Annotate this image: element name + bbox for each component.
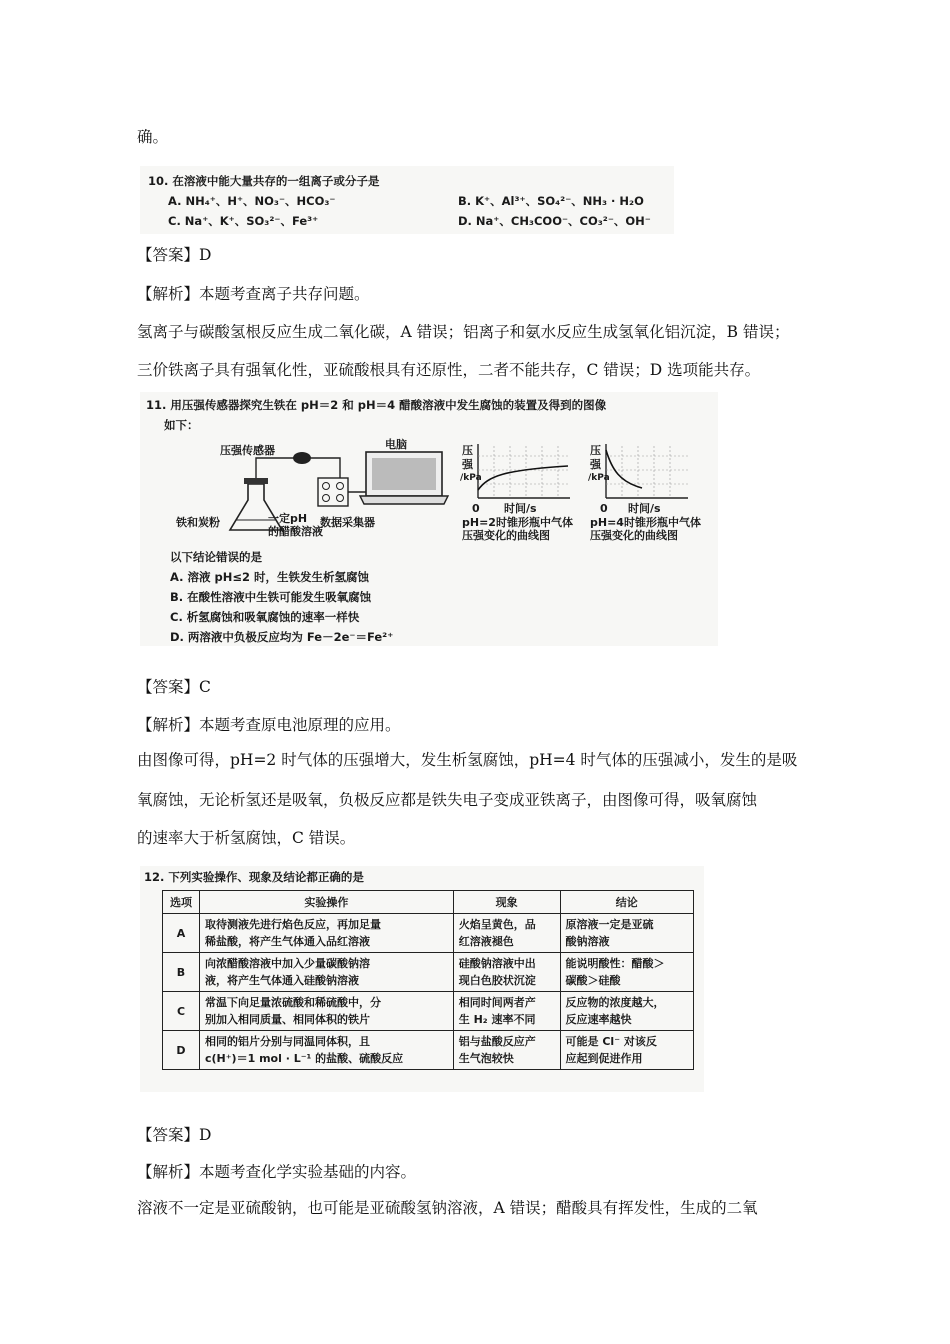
q10-stem: 10. 在溶液中能大量共存的一组离子或分子是 [148,174,380,188]
q10-option-d: D. Na⁺、CH₃COO⁻、CO₃²⁻、OH⁻ [458,214,651,228]
q12-stem: 12. 下列实验操作、现象及结论都正确的是 [144,870,364,884]
table-row [163,1031,694,1070]
cell-line: 生气泡较快 [458,1052,514,1065]
row-operation [200,914,454,953]
graph-b-origin: 0 [600,502,608,515]
cell-line: 碳酸＞硅酸 [565,974,621,987]
cell-line: 酸钠溶液 [565,935,610,948]
graph-a-ylabel: 压 [462,444,473,457]
cell-line: 向浓醋酸溶液中加入少量碳酸钠溶 [205,957,370,970]
graph-a-ylabel-unit: /kPa [460,473,482,483]
row-operation [200,1031,454,1070]
q11-option-d: D. 两溶液中负极反应均为 Fe－2e⁻＝Fe²⁺ [170,630,394,644]
cell-line: 能说明酸性：醋酸＞ [565,957,665,970]
label-iron-carbon: 铁和炭粉 [176,516,220,529]
q11-option-b: B. 在酸性溶液中生铁可能发生吸氧腐蚀 [170,590,372,604]
q11-option-c: C. 析氢腐蚀和吸氧腐蚀的速率一样快 [170,610,360,624]
cell-line: 现白色胶状沉淀 [458,974,536,987]
table-row [163,914,694,953]
graph-a-origin: 0 [472,502,480,515]
cell-line: 反应物的浓度越大， [565,996,665,1009]
cell-line: 火焰呈黄色，品 [458,918,536,931]
q11-image [140,392,718,646]
cell-line: 生 H₂ 速率不同 [458,1013,536,1026]
graph-b-ylabel-unit: /kPa [588,473,610,483]
header-operation: 实验操作 [200,891,454,914]
header-conclusion: 结论 [560,891,693,914]
cell-line: 原溶液一定是亚硫 [565,918,654,931]
cell-line: 常温下向足量浓硫酸和稀硫酸中，分 [205,996,381,1009]
q11-analysis-line: 的速率大于析氢腐蚀，C 错误。 [137,829,356,847]
row-phenomenon [453,914,560,953]
continuation-text: 确。 [137,128,169,146]
label-solution: 一定pH [268,512,308,525]
q11-analysis-line: 氧腐蚀，无论析氢还是吸氧，负极反应都是铁失电子变成亚铁离子，由图像可得，吸氧腐蚀 [137,791,758,809]
cell-line: 可能是 Cl⁻ 对该反 [565,1035,657,1048]
cell-line: 硅酸钠溶液中出 [458,957,536,970]
q12-answer: 【答案】D [137,1126,212,1144]
row-phenomenon [453,992,560,1031]
q12-image [140,866,704,1092]
header-option: 选项 [163,891,200,914]
q12-analysis-line: 溶液不一定是亚硫酸钠，也可能是亚硫酸氢钠溶液，A 错误；醋酸具有挥发性，生成的二氧 [137,1199,758,1217]
q10-image [140,166,674,234]
graph-b-caption: pH=4时锥形瓶中气体 [590,516,701,529]
cell-line: 红溶液褪色 [458,935,514,948]
row-conclusion [560,992,693,1031]
q10-analysis-line: 氢离子与碳酸氢根反应生成二氧化碳，A 错误；铝离子和氨水反应生成氢氧化铝沉淀，B 错误； [137,323,790,341]
graph-a-caption-2: 压强变化的曲线图 [462,529,550,542]
q10-option-a: A. NH₄⁺、H⁺、NO₃⁻、HCO₃⁻ [168,194,336,208]
header-phenomenon: 现象 [453,891,560,914]
row-conclusion [560,953,693,992]
row-option: C [163,992,200,1031]
q11-stem-2: 如下： [164,418,199,432]
label-sensor: 压强传感器 [220,444,275,457]
q11-analysis-line: 由图像可得，pH=2 时气体的压强增大，发生析氢腐蚀，pH=4 时气体的压强减小，发生的是吸 [137,751,798,769]
row-option: A [163,914,200,953]
label-computer: 电脑 [385,438,407,451]
label-collector: 数据采集器 [320,516,375,529]
cell-line: 相同时间两者产 [458,996,536,1009]
q10-analysis-line: 三价铁离子具有强氧化性，亚硫酸根具有还原性，二者不能共存，C 错误；D 选项能共存。 [137,361,761,379]
graph-b-ylabel: 压 [590,444,601,457]
cell-line: 稀盐酸，将产生气体通入品红溶液 [205,935,370,948]
q11-answer: 【答案】C [137,678,211,696]
q11-option-a: A. 溶液 pH≤2 时，生铁发生析氢腐蚀 [170,570,369,584]
q12-analysis-head: 【解析】本题考查化学实验基础的内容。 [137,1163,417,1181]
graph-ph4 [602,440,692,510]
q10-option-b: B. K⁺、Al³⁺、SO₄²⁻、NH₃ · H₂O [458,194,644,208]
graph-a-ylabel-2: 强 [462,458,473,471]
q10-analysis-head: 【解析】本题考查离子共存问题。 [137,285,370,303]
q12-table [162,890,694,1070]
row-operation [200,992,454,1031]
q11-stem: 11. 用压强传感器探究生铁在 pH＝2 和 pH＝4 醋酸溶液中发生腐蚀的装置及得到的图像 [146,398,607,412]
cell-line: 反应速率越快 [565,1013,632,1026]
cell-line: 铝与盐酸反应产 [458,1035,536,1048]
row-phenomenon [453,953,560,992]
row-option: B [163,953,200,992]
q10-option-c: C. Na⁺、K⁺、SO₃²⁻、Fe³⁺ [168,214,319,228]
label-solution-2: 的醋酸溶液 [268,525,323,538]
row-conclusion [560,1031,693,1070]
cell-line: c(H⁺)＝1 mol · L⁻¹ 的盐酸、硫酸反应 [205,1052,404,1065]
row-conclusion [560,914,693,953]
q11-analysis-head: 【解析】本题考查原电池原理的应用。 [137,716,401,734]
graph-a-caption: pH=2时锥形瓶中气体 [462,516,573,529]
graph-b-caption-2: 压强变化的曲线图 [590,529,678,542]
table-header-row [163,891,694,914]
cell-line: 取待测液先进行焰色反应，再加足量 [205,918,381,931]
cell-line: 相同的铝片分别与同温同体积，且 [205,1035,370,1048]
graph-b-xlabel: 时间/s [628,502,661,515]
cell-line: 别加入相同质量、相同体积的铁片 [205,1013,370,1026]
cell-line: 液，将产生气体通入硅酸钠溶液 [205,974,359,987]
table-row [163,953,694,992]
graph-ph2 [474,440,574,510]
graph-a-xlabel: 时间/s [504,502,537,515]
row-operation [200,953,454,992]
table-row [163,992,694,1031]
q10-answer: 【答案】D [137,246,212,264]
row-option: D [163,1031,200,1070]
row-phenomenon [453,1031,560,1070]
q11-question: 以下结论错误的是 [170,550,262,564]
graph-b-ylabel-2: 强 [590,458,601,471]
cell-line: 应起到促进作用 [565,1052,643,1065]
